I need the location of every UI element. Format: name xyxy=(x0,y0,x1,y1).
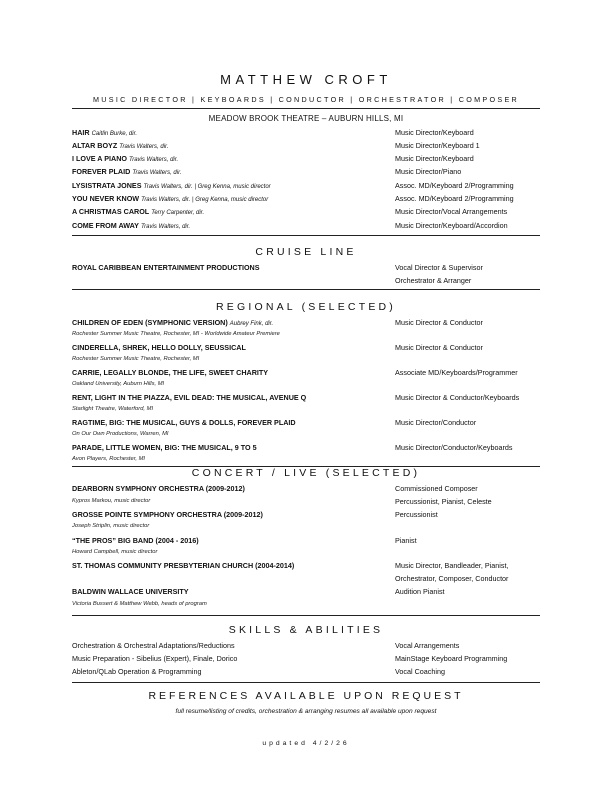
credit-title: FOREVER PLAID xyxy=(72,167,131,176)
divider xyxy=(72,235,540,236)
credit-title: I LOVE A PIANO xyxy=(72,154,127,163)
credit-title: BALDWIN WALLACE UNIVERSITY xyxy=(72,587,189,596)
credit-role: Pianist xyxy=(395,536,417,545)
credit-role: Vocal Director & Supervisor xyxy=(395,263,483,272)
credit-note: Terry Carpenter, dir. xyxy=(151,210,205,216)
credit-row xyxy=(72,574,540,586)
credit-title: GROSSE POINTE SYMPHONY ORCHESTRA (2009-2012) xyxy=(72,510,263,519)
credit-title: RENT, LIGHT IN THE PIAZZA, EVIL DEAD: THE MUSICAL, AVENUE Q xyxy=(72,393,307,402)
section-heading-regional: REGIONAL (SELECTED) xyxy=(215,301,397,313)
credit-row xyxy=(72,497,540,509)
credit-note: Travis Walters, dir. xyxy=(140,224,191,230)
credit-row xyxy=(72,587,540,599)
skill-row xyxy=(72,654,540,666)
credit-row xyxy=(72,393,540,405)
skill-item: Orchestration & Orchestral Adaptations/Reductions xyxy=(72,641,235,650)
credit-title: HAIR xyxy=(72,128,90,137)
skill-row xyxy=(72,641,540,653)
credit-role: Music Director/Keyboard xyxy=(395,128,474,137)
credit-row xyxy=(72,343,540,355)
credit-title: ALTAR BOYZ xyxy=(72,141,118,150)
credit-note: Caitlin Burke, dir. xyxy=(91,131,138,137)
credit-title: A CHRISTMAS CAROL xyxy=(72,207,150,216)
skill-item: Vocal Coaching xyxy=(395,667,445,676)
credit-title: ST. THOMAS COMMUNITY PRESBYTERIAN CHURCH (2004-2014) xyxy=(72,561,295,570)
credit-note: Travis Walters, dir. | Greg Kenna, music director xyxy=(141,197,269,203)
references-note: full resume/listing of credits, orchestration & arranging resumes all available upon request xyxy=(175,708,437,715)
credit-venue: On Our Own Productions, Warren, MI xyxy=(72,431,169,437)
credit-row xyxy=(72,418,540,430)
credit-role: Assoc. MD/Keyboard 2/Programming xyxy=(395,194,514,203)
credit-row xyxy=(72,221,540,233)
credit-row xyxy=(72,536,540,548)
page-title: MATTHEW CROFT xyxy=(220,72,392,87)
credit-role: Music Director, Bandleader, Pianist, xyxy=(395,561,509,570)
venue-heading: MEADOW BROOK THEATRE – AUBURN HILLS, MI xyxy=(208,114,404,123)
references-heading: REFERENCES AVAILABLE UPON REQUEST xyxy=(148,690,464,702)
credit-venue: Rochester Summer Music Theatre, Rochester, MI xyxy=(72,356,200,362)
credit-venue: Howard Campbell, music director xyxy=(72,549,158,555)
skill-item: MainStage Keyboard Programming xyxy=(395,654,508,663)
credit-venue: Oakland University, Auburn Hills, MI xyxy=(72,381,165,387)
divider xyxy=(72,682,540,683)
credit-role: Music Director/Keyboard/Accordion xyxy=(395,221,508,230)
credit-note: Travis Walters, dir. | Greg Kenna, music director xyxy=(143,184,271,190)
skill-item: Music Preparation - Sibelius (Expert), Finale, Dorico xyxy=(72,654,238,663)
credit-role: Audition Pianist xyxy=(395,587,445,596)
credit-note: Travis Walters, dir. xyxy=(132,170,182,176)
credit-row xyxy=(72,368,540,380)
credit-venue: Starlight Theatre, Waterford, MI xyxy=(72,406,154,412)
credit-row xyxy=(72,263,540,275)
divider xyxy=(72,108,540,109)
credit-role: Associate MD/Keyboards/Programmer xyxy=(395,368,518,377)
tagline: MUSIC DIRECTOR | KEYBOARDS | CONDUCTOR | ORCHESTRATOR | COMPOSER xyxy=(92,95,520,104)
credit-role: Music Director/Conductor/Keyboards xyxy=(395,443,513,452)
credit-row xyxy=(72,561,540,573)
section-heading-concert: CONCERT / LIVE (SELECTED) xyxy=(191,467,421,479)
credit-role: Music Director & Conductor/Keyboards xyxy=(395,393,520,402)
credit-venue: Kypros Markou, music director xyxy=(72,498,151,504)
credit-note: Travis Walters, dir. xyxy=(128,157,179,163)
credit-row xyxy=(72,484,540,496)
credit-note: Aubrey Fink, dir. xyxy=(229,321,274,327)
credit-row xyxy=(72,194,540,206)
section-heading-skills: SKILLS & ABILITIES xyxy=(228,624,384,636)
credit-title: YOU NEVER KNOW xyxy=(72,194,140,203)
credit-role: Music Director/Vocal Arrangements xyxy=(395,207,508,216)
credit-role: Assoc. MD/Keyboard 2/Programming xyxy=(395,181,514,190)
credit-title: LYSISTRATA JONES xyxy=(72,181,142,190)
credit-row xyxy=(72,443,540,455)
credit-title: CARRIE, LEGALLY BLONDE, THE LIFE, SWEET CHARITY xyxy=(72,368,269,377)
credit-venue: Joseph Striplin, music director xyxy=(72,523,150,529)
credit-title: PARADE, LITTLE WOMEN, BIG: THE MUSICAL, 9 TO 5 xyxy=(72,443,257,452)
credit-note: Travis Walters, dir. xyxy=(119,144,169,150)
credit-title: “THE PROS” BIG BAND (2004 - 2016) xyxy=(72,536,199,545)
credit-row xyxy=(72,128,540,140)
credit-row xyxy=(72,141,540,153)
credit-role: Music Director/Piano xyxy=(395,167,462,176)
credit-row xyxy=(72,510,540,522)
divider xyxy=(72,289,540,290)
credit-row xyxy=(72,318,540,330)
credit-row xyxy=(72,276,540,288)
credit-title: COME FROM AWAY xyxy=(72,221,139,230)
credit-venue: Rochester Summer Music Theatre, Rochester, MI - Worldwide Amateur Premiere xyxy=(72,331,280,337)
credit-role: Commissioned Composer xyxy=(395,484,478,493)
credit-venue: Avon Players, Rochester, MI xyxy=(72,456,146,462)
credit-role: Music Director & Conductor xyxy=(395,343,483,352)
credit-role: Orchestrator & Arranger xyxy=(395,276,472,285)
credit-title: CINDERELLA, SHREK, HELLO DOLLY, SEUSSICAL xyxy=(72,343,246,352)
credit-venue: Victoria Bussert & Matthew Webb, heads of program xyxy=(72,601,207,607)
skill-item: Vocal Arrangements xyxy=(395,641,460,650)
credit-role: Music Director & Conductor xyxy=(395,318,483,327)
credit-role: Music Director/Keyboard xyxy=(395,154,474,163)
updated-date: updated 4/2/26 xyxy=(262,740,350,747)
skill-item: Ableton/QLab Operation & Programming xyxy=(72,667,202,676)
skill-row xyxy=(72,667,540,679)
credit-title: DEARBORN SYMPHONY ORCHESTRA (2009-2012) xyxy=(72,484,245,493)
credit-title: RAGTIME, BIG: THE MUSICAL, GUYS & DOLLS, FOREVER PLAID xyxy=(72,418,296,427)
credit-row xyxy=(72,207,540,219)
credit-row xyxy=(72,154,540,166)
divider xyxy=(72,615,540,616)
credit-title: ROYAL CARIBBEAN ENTERTAINMENT PRODUCTIONS xyxy=(72,263,260,272)
credit-role: Percussionist xyxy=(395,510,438,519)
section-heading-cruise: CRUISE LINE xyxy=(255,246,357,258)
credit-row xyxy=(72,181,540,193)
credit-role: Music Director/Conductor xyxy=(395,418,477,427)
credit-role: Orchestrator, Composer, Conductor xyxy=(395,574,509,583)
credit-title: CHILDREN OF EDEN (SYMPHONIC VERSION) xyxy=(72,318,228,327)
credit-row xyxy=(72,167,540,179)
credit-role: Music Director/Keyboard 1 xyxy=(395,141,480,150)
credit-role: Percussionist, Pianist, Celeste xyxy=(395,497,492,506)
